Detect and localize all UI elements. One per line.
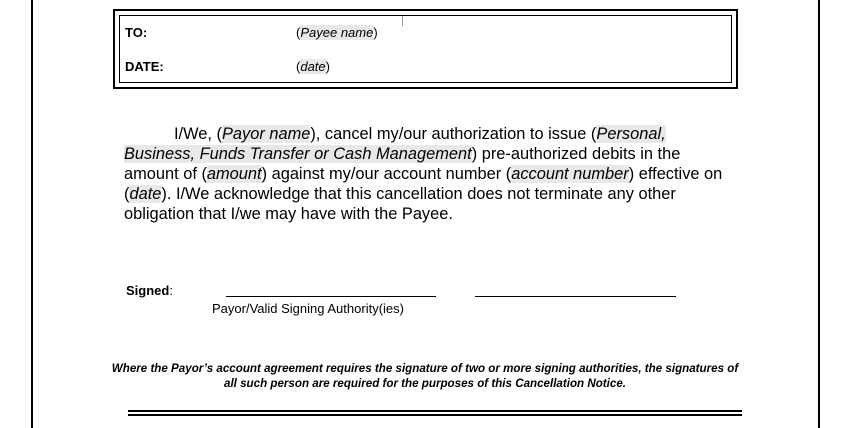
payee-header-inner-border — [119, 15, 732, 83]
payee-header-box — [113, 9, 738, 89]
signed-label — [126, 283, 173, 299]
debit-type-field[interactable]: Personal, Business, Funds Transfer or Cash Management — [124, 125, 666, 163]
body-text-4: ) against my/our account number ( — [261, 165, 512, 183]
page-border-right — [818, 0, 820, 428]
multiple-signatures-notice: Where the Payor’s account agreement requires the signature of two or more signing authorities, the signatures of all such person are required for the purposes of this Cancellation Notice. — [111, 362, 739, 390]
signed-label-word: Signed — [126, 283, 170, 298]
body-text-1: I/We, ( — [174, 125, 222, 143]
payor-name-field[interactable]: Payor name — [221, 125, 311, 143]
page-border-left — [31, 0, 33, 428]
cancellation-paragraph — [124, 124, 724, 224]
account-number-field[interactable]: account number — [511, 165, 629, 183]
to-label: TO: — [125, 25, 148, 40]
body-text-2: ), cancel my/our authorization to issue ( — [310, 125, 597, 143]
body-text-3: ) pre-authorized debits in the amount of ( — [124, 145, 681, 183]
amount-field[interactable]: amount — [206, 165, 262, 183]
date-label: DATE: — [125, 59, 164, 74]
body-text-6: ). I/We acknowledge that this cancellation does not terminate any other obligation that I/we may have with the Payee. — [124, 185, 676, 223]
double-rule-divider — [128, 410, 742, 416]
signed-label-colon: : — [169, 283, 173, 298]
date-placeholder: date — [300, 59, 326, 74]
payee-name-placeholder: Payee name — [300, 25, 374, 40]
header-divider-tick — [402, 16, 403, 26]
effective-date-field[interactable]: date — [129, 185, 162, 203]
signature-line-2[interactable] — [475, 296, 676, 297]
body-text-5: ) effective on ( — [124, 165, 723, 203]
signature-caption: Payor/Valid Signing Authority(ies) — [212, 301, 404, 316]
date-field[interactable]: (date) — [296, 59, 330, 74]
signature-line-1[interactable] — [226, 296, 436, 297]
payee-name-field[interactable]: (Payee name) — [296, 25, 378, 40]
